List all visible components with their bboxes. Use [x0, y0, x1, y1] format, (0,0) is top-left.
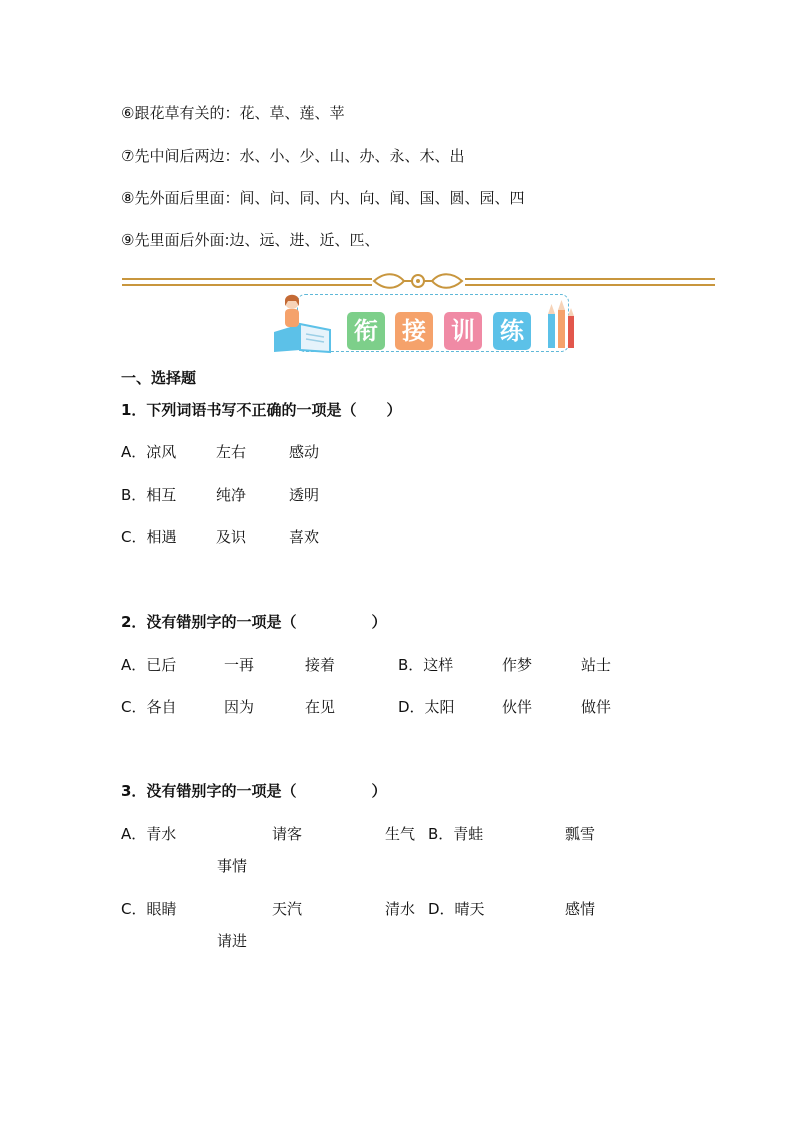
q2-option-a: A．已后 [121, 656, 177, 674]
question-3-stem: 3．没有错别字的一项是（ ） [121, 782, 387, 800]
q3-option-c: C．眼睛 [121, 900, 177, 918]
q3-option-b-word2: 瓢雪 [565, 825, 596, 843]
q1-option-b: B．相互 [121, 486, 177, 504]
list-item-9: ⑨先里面后外面:边、远、进、近、匹、 [121, 231, 380, 249]
q2-option-a-word2: 一再 [224, 656, 255, 674]
q3-option-c-word2: 天汽 [272, 900, 303, 918]
q2-option-d-word3: 做伴 [581, 698, 612, 716]
banner-char-4: 练 [493, 312, 531, 350]
question-1-stem: 1．下列词语书写不正确的一项是（ ） [121, 401, 402, 419]
q1-option-a-word3: 感动 [289, 443, 320, 461]
q3-option-d-word2: 感情 [565, 900, 596, 918]
q2-option-d: D．太阳 [398, 698, 455, 716]
q2-option-c-word2: 因为 [224, 698, 255, 716]
q1-option-c-word3: 喜欢 [289, 528, 320, 546]
q3-option-a-word3: 生气 [385, 825, 416, 843]
q1-option-c-word2: 及识 [216, 528, 247, 546]
q1-option-c: C．相遇 [121, 528, 177, 546]
q2-option-b-word2: 作梦 [502, 656, 533, 674]
q2-option-c-word3: 在见 [305, 698, 336, 716]
list-item-8: ⑧先外面后里面：间、问、同、内、向、闻、国、圆、园、四 [121, 189, 525, 207]
q3-option-c-word3: 清水 [385, 900, 416, 918]
list-item-7: ⑦先中间后两边：水、小、少、山、办、永、木、出 [121, 147, 465, 165]
q1-option-a: A．凉风 [121, 443, 177, 461]
q1-option-b-word2: 纯净 [216, 486, 247, 504]
list-item-6: ⑥跟花草有关的：花、草、莲、苹 [121, 104, 345, 122]
q3-option-b-word3: 事情 [217, 857, 248, 875]
question-2-stem: 2．没有错别字的一项是（ ） [121, 613, 387, 631]
q2-option-a-word3: 接着 [305, 656, 336, 674]
banner-char-2: 接 [395, 312, 433, 350]
q2-option-c: C．各自 [121, 698, 177, 716]
q3-option-d: D．晴天 [428, 900, 485, 918]
q3-option-d-word3: 请进 [217, 932, 248, 950]
section-title: 一、选择题 [121, 369, 197, 387]
banner-char-1: 衔 [347, 312, 385, 350]
q3-option-b: B．青蛙 [428, 825, 484, 843]
q2-option-d-word2: 伙伴 [502, 698, 533, 716]
q1-option-b-word3: 透明 [289, 486, 320, 504]
q3-option-a: A．青水 [121, 825, 177, 843]
q3-option-a-word2: 请客 [272, 825, 303, 843]
q2-option-b: B．这样 [398, 656, 454, 674]
banner-char-3: 训 [444, 312, 482, 350]
ornament-icon [370, 270, 466, 292]
q1-option-a-word2: 左右 [216, 443, 247, 461]
q2-option-b-word3: 站士 [581, 656, 612, 674]
reading-girl-icon [270, 292, 340, 354]
pencils-icon [544, 300, 576, 350]
